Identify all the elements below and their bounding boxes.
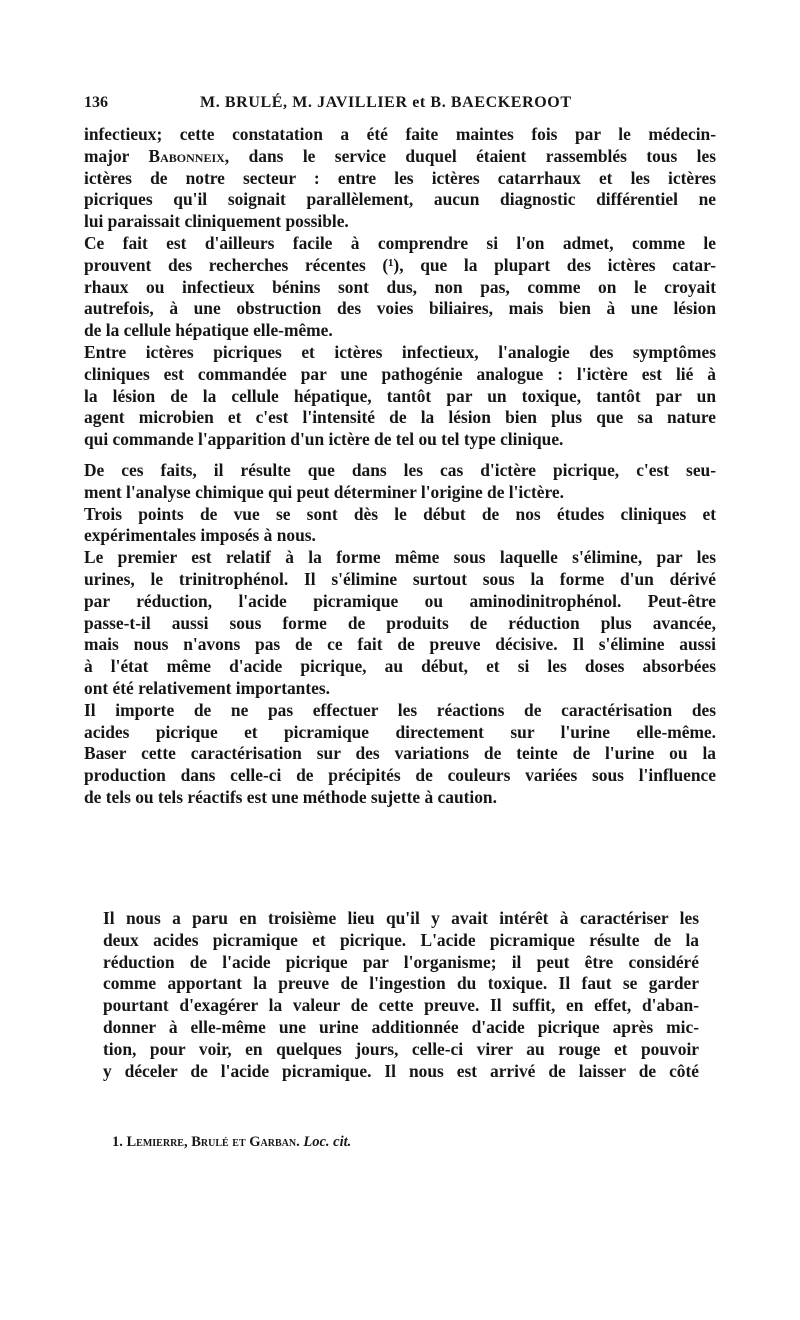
text-line: qui commande l'apparition d'un ictère de tel ou tel type clinique. — [84, 429, 564, 450]
text-line: major Babonneix, dans le service duquel étaient rassemblés tous les — [84, 145, 716, 166]
text-line: prouvent des recherches récentes (¹), que la plupart des ictères catar- — [84, 254, 716, 275]
text-line: rhaux ou infectieux bénins sont dus, non pas, comme on le croyait — [84, 276, 716, 297]
text-line: ont été relativement importantes. — [84, 677, 330, 698]
text-line: acides picrique et picramique directement sur l'urine elle-même. — [84, 721, 716, 742]
text-line: donner à elle-même une urine additionnée d'acide picrique après mic- — [103, 1016, 699, 1037]
author-name: Babonneix — [148, 145, 225, 166]
text-line: Le premier est relatif à la forme même sous laquelle s'élimine, par les — [84, 547, 716, 568]
footnote-reference: Loc. cit. — [303, 1134, 352, 1150]
running-title: M. BRULÉ, M. JAVILLIER et B. BAECKEROOT — [200, 94, 572, 111]
text-line: urines, le trinitrophénol. Il s'élimine surtout sous la forme d'un dérivé — [84, 568, 716, 589]
footnote-number: 1. — [112, 1134, 123, 1150]
text-line: Ce fait est d'ailleurs facile à comprendre si l'on admet, comme le — [84, 232, 716, 253]
text-line: réduction de l'acide picrique par l'organisme; il peut être considéré — [103, 951, 699, 972]
text-line: de tels ou tels réactifs est une méthode sujette à caution. — [84, 786, 497, 807]
text-line: De ces faits, il résulte que dans les cas d'ictère picrique, c'est seu- — [84, 459, 716, 480]
text-line: par réduction, l'acide picramique ou aminodinitrophénol. Peut-être — [84, 590, 716, 611]
body-text-block-2 — [103, 908, 699, 1082]
footnote-authors: Lemierre, Brulé et Garban. — [126, 1134, 300, 1150]
text-line: comme apportant la preuve de l'ingestion du toxique. Il faut se garder — [103, 973, 699, 994]
paragraph-gap — [84, 451, 716, 460]
text-line: picriques qu'il soignait parallèlement, aucun diagnostic différentiel ne — [84, 189, 716, 210]
text-line: mais nous n'avons pas de ce fait de preuve décisive. Il s'élimine aussi — [84, 634, 716, 655]
footnote — [112, 1134, 351, 1151]
text-line: agent microbien et c'est l'intensité de la lésion bien plus que sa nature — [84, 407, 716, 428]
text-line: passe-t-il aussi sous forme de produits de réduction plus avancée, — [84, 612, 716, 633]
text-line: de la cellule hépatique elle-même. — [84, 320, 333, 341]
text-line: ictères de notre secteur : entre les ictères catarrhaux et les ictères — [84, 167, 716, 188]
text-line: à l'état même d'acide picrique, au début, et si les doses absorbées — [84, 656, 716, 677]
text-line: Entre ictères picriques et ictères infectieux, l'analogie des symptômes — [84, 341, 716, 362]
text-line: ment l'analyse chimique qui peut déterminer l'origine de l'ictère. — [84, 481, 564, 502]
text-line: autrefois, à une obstruction des voies biliaires, mais bien à une lésion — [84, 298, 716, 319]
text-line: infectieux; cette constatation a été faite maintes fois par le médecin- — [84, 124, 716, 144]
running-header — [84, 94, 716, 118]
text-line: y déceler de l'acide picramique. Il nous est arrivé de laisser de côté — [103, 1060, 699, 1081]
text-line: cliniques est commandée par une pathogénie analogue : l'ictère est lié à — [84, 363, 716, 384]
text-line: la lésion de la cellule hépatique, tantôt par un toxique, tantôt par un — [84, 385, 716, 406]
text-line: Baser cette caractérisation sur des variations de teinte de l'urine ou la — [84, 743, 716, 764]
text-line: production dans celle-ci de précipités de couleurs variées sous l'influence — [84, 765, 716, 786]
text-line: Trois points de vue se sont dès le début de nos études cliniques et — [84, 503, 716, 524]
text-line: Il nous a paru en troisième lieu qu'il y avait intérêt à caractériser les — [103, 908, 699, 928]
page-number: 136 — [84, 94, 108, 111]
text-line: pourtant d'exagérer la valeur de cette preuve. Il suffit, en effet, d'aban- — [103, 995, 699, 1016]
text-line: lui paraissait cliniquement possible. — [84, 211, 349, 232]
text-line: expérimentales imposés à nous. — [84, 525, 316, 546]
body-text-block-1 — [84, 124, 716, 809]
text-line: Il importe de ne pas effectuer les réactions de caractérisation des — [84, 699, 716, 720]
text-line: tion, pour voir, en quelques jours, celle-ci virer au rouge et pouvoir — [103, 1038, 699, 1059]
text-line: deux acides picramique et picrique. L'acide picramique résulte de la — [103, 929, 699, 950]
